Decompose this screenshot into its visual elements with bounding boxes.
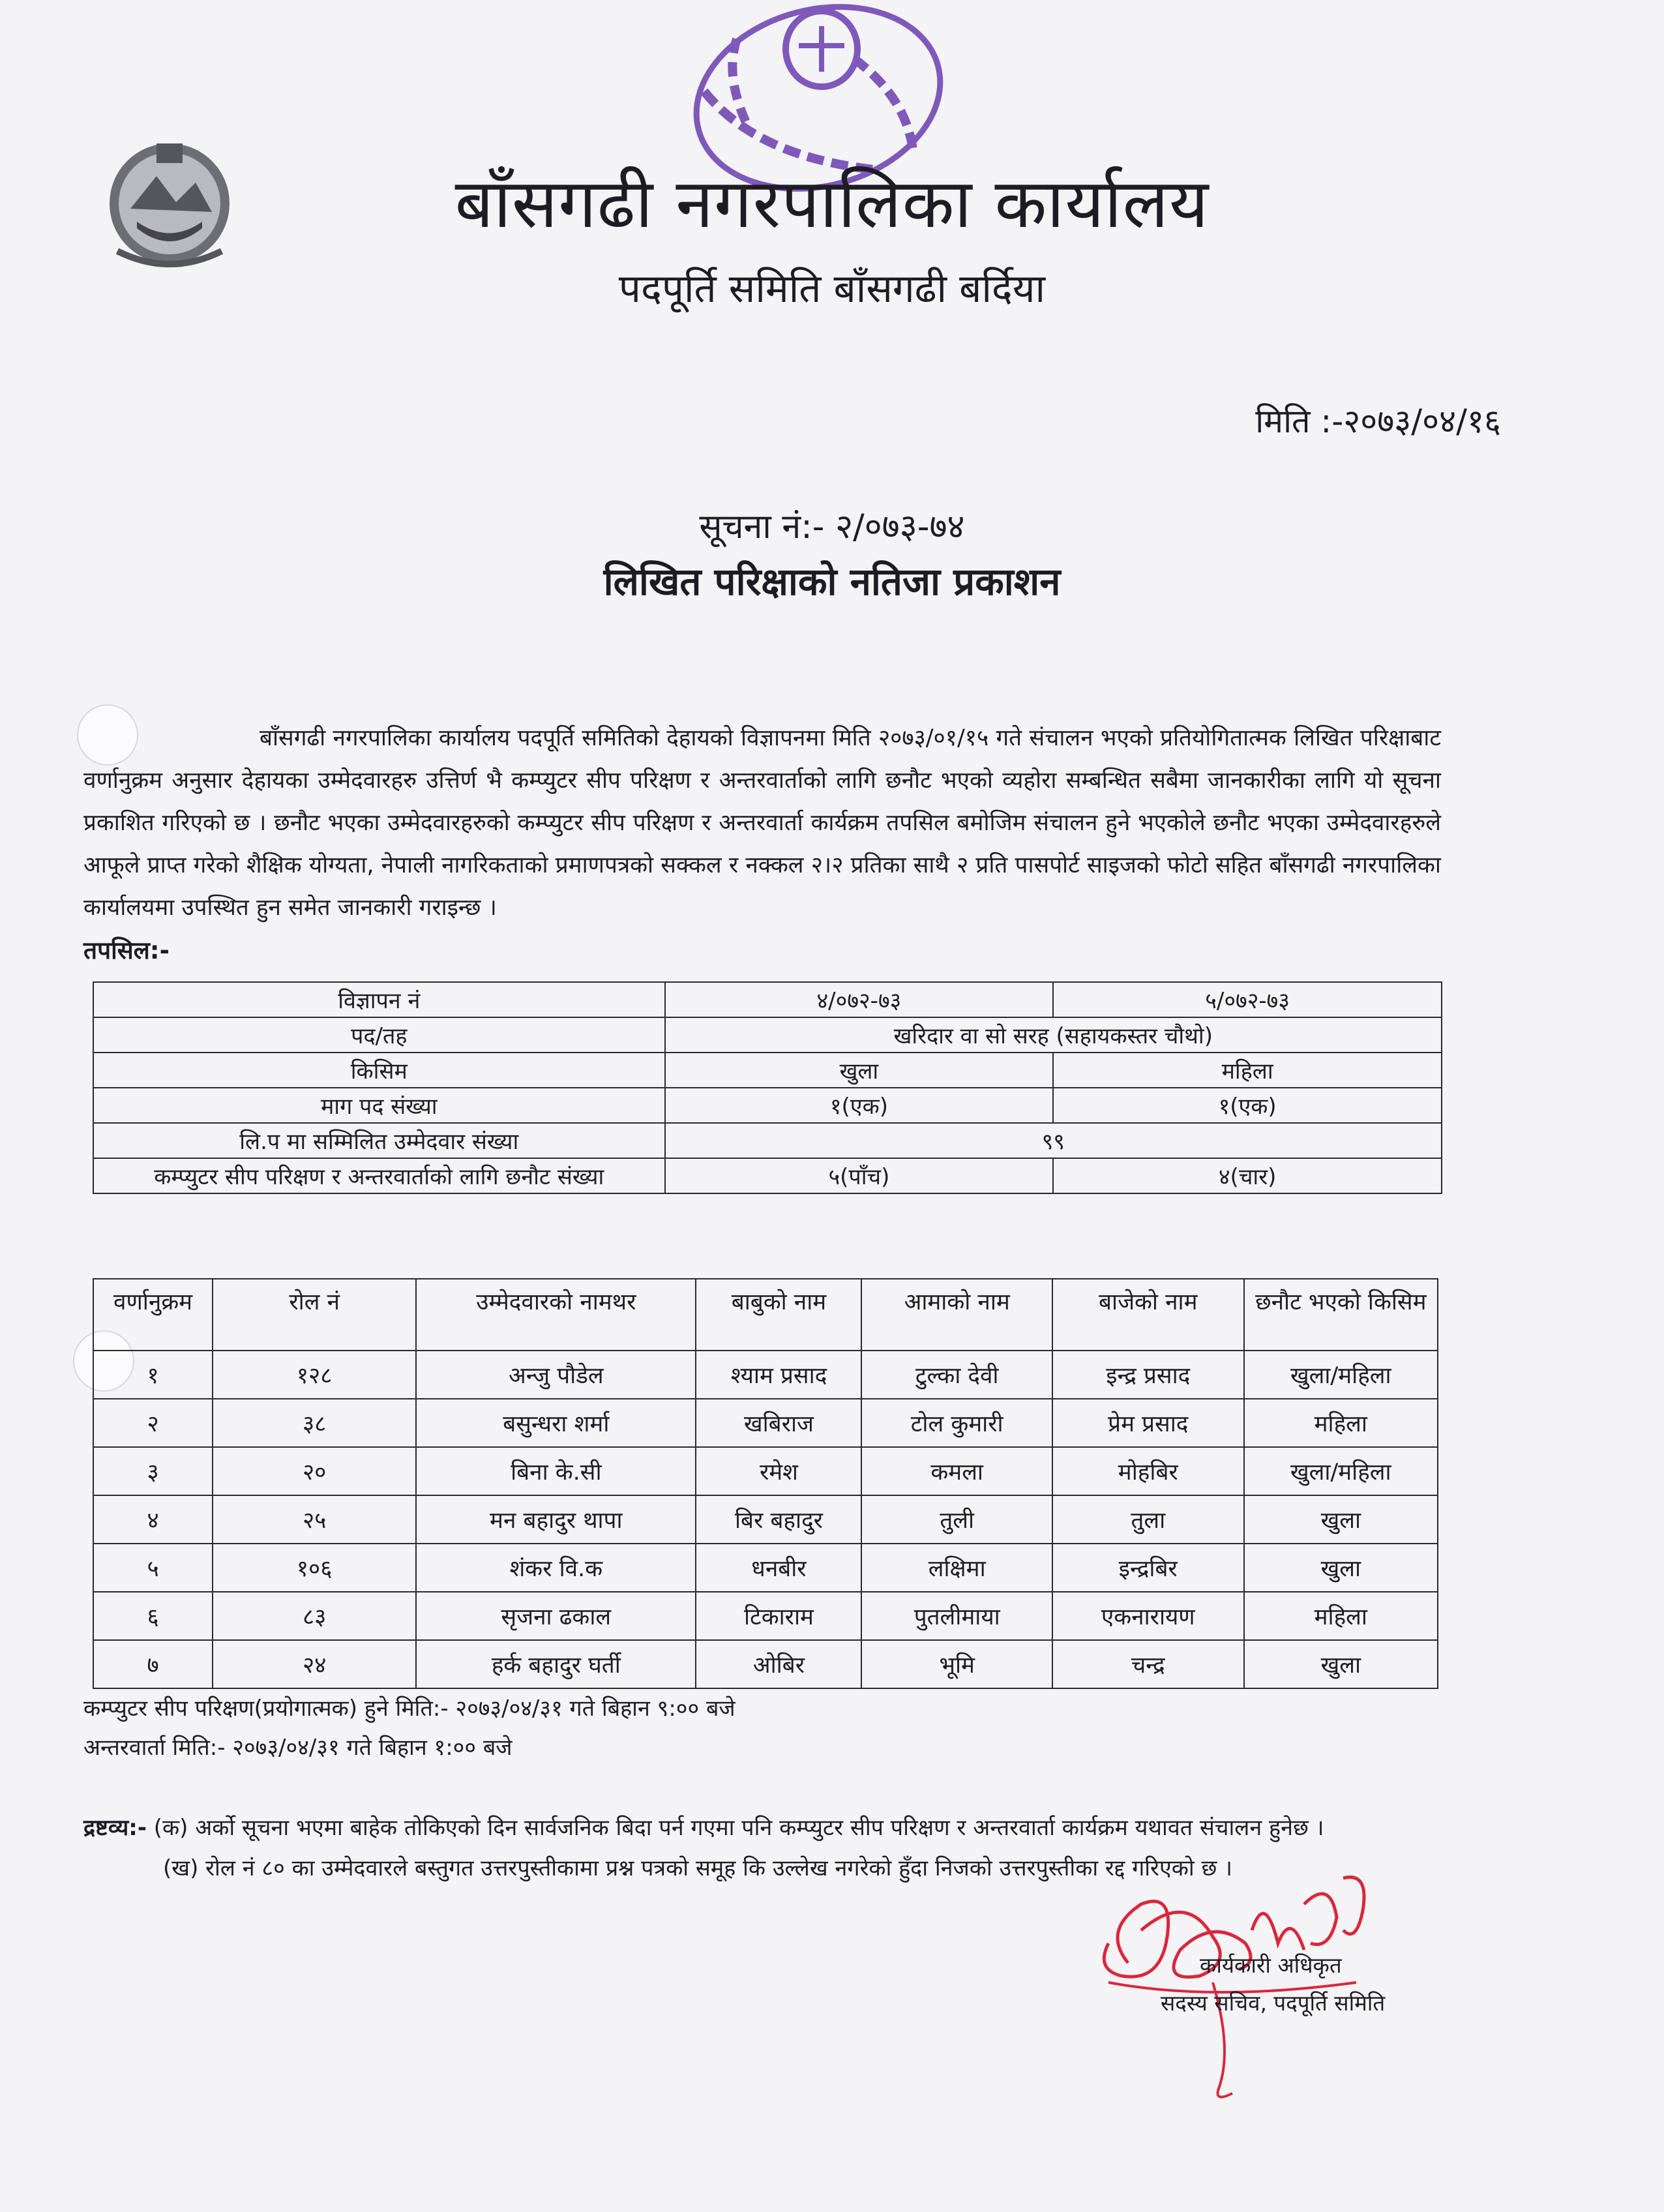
candidate-cell: मन बहादुर थापा: [416, 1495, 696, 1544]
candidate-column-header: बाबुको नाम: [696, 1279, 861, 1351]
candidate-cell: हर्क बहादुर घर्ती: [416, 1640, 696, 1688]
info-label: माग पद संख्या: [93, 1088, 665, 1123]
table-row: [93, 1544, 1438, 1592]
table-row: [93, 1351, 1438, 1399]
candidate-cell: तुली: [861, 1495, 1052, 1544]
info-label: लि.प मा सम्मिलित उम्मेदवार संख्या: [93, 1123, 665, 1158]
body-paragraph: [83, 717, 1441, 929]
table-row: [93, 1447, 1438, 1495]
note-label: द्रष्टव्य:-: [83, 1815, 147, 1841]
info-label: विज्ञापन नं: [93, 982, 665, 1017]
candidate-cell: टुल्का देवी: [861, 1351, 1052, 1399]
handwritten-signature-icon: [1082, 1852, 1421, 2106]
candidate-cell: भूमि: [861, 1640, 1052, 1688]
candidate-cell: अन्जु पौडेल: [416, 1351, 696, 1399]
candidate-cell: महिला: [1244, 1399, 1438, 1447]
vacancy-info-table: [93, 981, 1442, 1194]
candidate-cell: ओबिर: [696, 1640, 861, 1688]
candidate-cell: २४: [213, 1640, 416, 1688]
info-value-b: महिला: [1053, 1053, 1442, 1088]
candidate-cell: खुला: [1244, 1640, 1438, 1688]
candidate-cell: शंकर वि.क: [416, 1544, 696, 1592]
info-value-b: ५/०७२-७३: [1053, 982, 1442, 1017]
info-row: [93, 982, 1442, 1017]
body-paragraph-text: बाँसगढी नगरपालिका कार्यालय पदपूर्ति समितिको देहायको विज्ञापनमा मिति २०७३/०१/१५ गते संचालन भएको प्रतियोगितात्मक लिखित परिक्षाबाट वर्णानुक्रम अनुसार देहायका उम्मेदवारहरु उत्तिर्ण भै कम्प्युटर सीप परिक्षण र अन्तरवार्ताको लागि छनौट भएको व्यहोरा सम्बन्धित सबैमा जानकारीका लागि यो सूचना प्रकाशित गरिएको छ । छनौट भएका उम्मेदवारहरुको कम्प्युटर सीप परिक्षण र अन्तरवार्ता कार्यक्रम तपसिल बमोजिम संचालन हुने भएकोले छनौट भएका उम्मेदवारहरुले आफूले प्राप्त गरेको शैक्षिक योग्यता, नेपाली नागरिकताको प्रमाणपत्रको सक्कल र नक्कल २।२ प्रतिका साथै २ प्रति पासपोर्ट साइजको फोटो सहित बाँसगढी नगरपालिका कार्यालयमा उपस्थित हुन समेत जानकारी गराइन्छ ।: [83, 725, 1441, 921]
candidate-cell: प्रेम प्रसाद: [1052, 1399, 1244, 1447]
notice-number: सूचना नं:- २/०७३-७४: [699, 507, 965, 546]
candidate-cell: धनबीर: [696, 1544, 861, 1592]
info-value-a: १(एक): [665, 1088, 1054, 1123]
candidate-cell: बिर बहादुर: [696, 1495, 861, 1544]
candidate-column-header: रोल नं: [213, 1279, 416, 1351]
candidate-cell: ५: [93, 1544, 213, 1592]
candidate-cell: इन्द्रबिर: [1052, 1544, 1244, 1592]
candidate-column-header: उम्मेदवारको नामथर: [416, 1279, 696, 1351]
candidate-cell: १: [93, 1351, 213, 1399]
candidate-cell: महिला: [1244, 1592, 1438, 1640]
info-merged-value: खरिदार वा सो सरह (सहायकस्तर चौथो): [665, 1017, 1442, 1053]
info-value-b: १(एक): [1053, 1088, 1442, 1123]
note-a-text: (क) अर्को सूचना भएमा बाहेक तोकिएको दिन सार्वजनिक बिदा पर्न गएमा पनि कम्प्युटर सीप परिक्षण र अन्तरवार्ता कार्यक्रम यथावत संचालन हुनेछ ।: [153, 1815, 1324, 1841]
candidate-cell: बसुन्धरा शर्मा: [416, 1399, 696, 1447]
table-row: [93, 1495, 1438, 1544]
candidate-cell: ७: [93, 1640, 213, 1688]
candidate-cell: खुला/महिला: [1244, 1351, 1438, 1399]
candidate-cell: श्याम प्रसाद: [696, 1351, 861, 1399]
info-label: पद/तह: [93, 1017, 665, 1053]
candidate-cell: ८३: [213, 1592, 416, 1640]
info-value-a: ५(पाँच): [665, 1158, 1054, 1193]
office-title: बाँसगढी नगरपालिका कार्यालय: [454, 164, 1210, 243]
computer-test-schedule: कम्प्युटर सीप परिक्षण(प्रयोगात्मक) हुने मिति:- २०७३/०४/३१ गते बिहान ९:०० बजे: [83, 1696, 735, 1722]
note-a: [83, 1812, 1324, 1842]
candidate-cell: २५: [213, 1495, 416, 1544]
info-label: कम्प्युटर सीप परिक्षण र अन्तरवार्ताको लागि छनौट संख्या: [93, 1158, 665, 1193]
candidate-cell: १२८: [213, 1351, 416, 1399]
info-merged-value: ९९: [665, 1123, 1442, 1158]
candidate-cell: १०६: [213, 1544, 416, 1592]
candidate-cell: लक्षिमा: [861, 1544, 1052, 1592]
candidate-cell: बिना के.सी: [416, 1447, 696, 1495]
candidate-cell: ४: [93, 1495, 213, 1544]
candidate-cell: खुला/महिला: [1244, 1447, 1438, 1495]
table-row: [93, 1640, 1438, 1688]
candidate-cell: रमेश: [696, 1447, 861, 1495]
candidate-cell: ६: [93, 1592, 213, 1640]
info-label: किसिम: [93, 1053, 665, 1088]
candidate-cell: कमला: [861, 1447, 1052, 1495]
candidate-cell: चन्द्र: [1052, 1640, 1244, 1688]
tapsil-label: तपसिल:-: [83, 936, 170, 964]
candidate-cell: टिकाराम: [696, 1592, 861, 1640]
info-row: [93, 1123, 1442, 1158]
candidate-cell: तुला: [1052, 1495, 1244, 1544]
candidate-cell: पुतलीमाया: [861, 1592, 1052, 1640]
note-b: (ख) रोल नं ८० का उम्मेदवारले बस्तुगत उत्तरपुस्तीकामा प्रश्न पत्रको समूह कि उल्लेख नगरेको हुँदा निजको उत्तरपुस्तीका रद्द गरिएको छ ।: [163, 1855, 1233, 1881]
notice-date: मिति :-२०७३/०४/१६: [1255, 402, 1501, 440]
info-value-b: ४(चार): [1053, 1158, 1442, 1193]
info-value-a: ४/०७२-७३: [665, 982, 1054, 1017]
notice-title: लिखित परिक्षाको नतिजा प्रकाशन: [603, 560, 1061, 604]
candidate-cell: मोहबिर: [1052, 1447, 1244, 1495]
signatory-member: सदस्य सचिव, पदपूर्ति समिति: [1161, 1990, 1386, 2016]
office-subtitle: पदपूर्ति समिति बाँसगढी बर्दिया: [618, 266, 1046, 312]
candidate-cell: खुला: [1244, 1495, 1438, 1544]
candidate-table: [93, 1278, 1438, 1689]
candidate-column-header: आमाको नाम: [861, 1279, 1052, 1351]
table-row: [93, 1592, 1438, 1640]
info-value-a: खुला: [665, 1053, 1054, 1088]
info-row: [93, 1158, 1442, 1193]
candidate-cell: इन्द्र प्रसाद: [1052, 1351, 1244, 1399]
candidate-cell: सृजना ढकाल: [416, 1592, 696, 1640]
candidate-cell: टोल कुमारी: [861, 1399, 1052, 1447]
candidate-cell: खुला: [1244, 1544, 1438, 1592]
candidate-cell: ३: [93, 1447, 213, 1495]
info-row: [93, 1053, 1442, 1088]
candidate-column-header: बाजेको नाम: [1052, 1279, 1244, 1351]
candidate-header-row: [93, 1279, 1438, 1351]
candidate-cell: ३८: [213, 1399, 416, 1447]
candidate-cell: २०: [213, 1447, 416, 1495]
table-row: [93, 1399, 1438, 1447]
interview-schedule: अन्तरवार्ता मिति:- २०७३/०४/३१ गते बिहान १:०० बजे: [83, 1735, 513, 1761]
signatory-role: कार्यकारी अधिकृत: [1200, 1952, 1342, 1978]
candidate-column-header: छनौट भएको किसिम: [1244, 1279, 1438, 1351]
candidate-cell: २: [93, 1399, 213, 1447]
info-row: [93, 1017, 1442, 1053]
candidate-column-header: वर्णानुक्रम: [93, 1279, 213, 1351]
info-row: [93, 1088, 1442, 1123]
candidate-cell: खबिराज: [696, 1399, 861, 1447]
candidate-cell: एकनारायण: [1052, 1592, 1244, 1640]
